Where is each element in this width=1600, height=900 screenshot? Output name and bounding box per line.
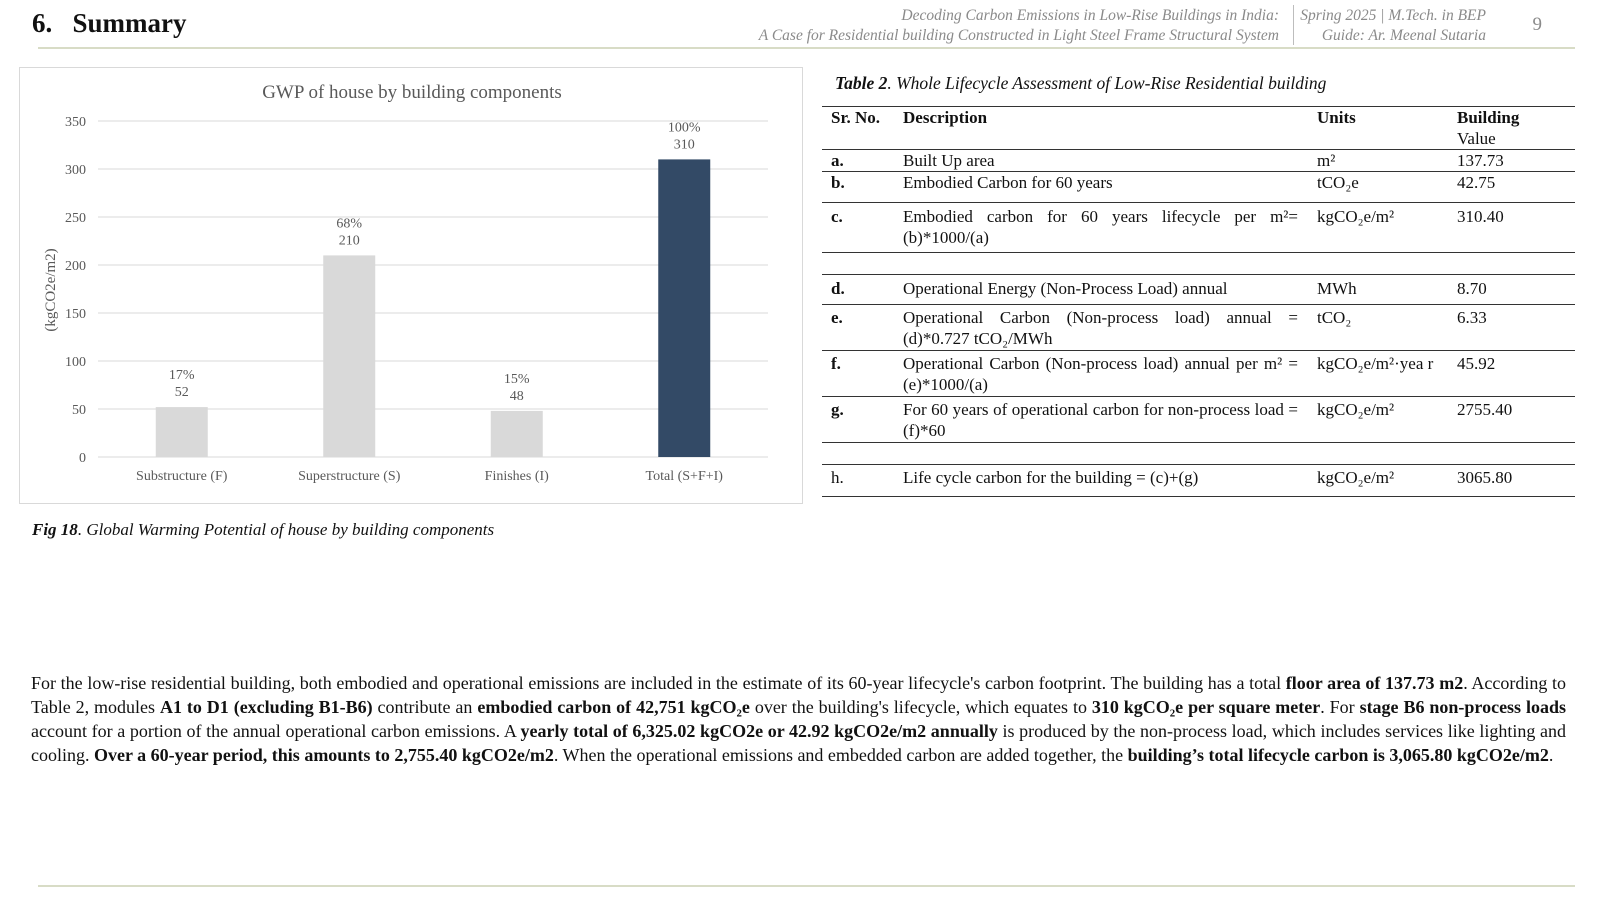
header-divider: [1293, 5, 1294, 45]
row-units: tCO₂: [1317, 308, 1352, 327]
y-tick-label: 250: [65, 211, 86, 226]
row-value: 3065.80: [1457, 468, 1513, 487]
bar-percent-label: 68%: [336, 216, 363, 232]
paragraph-emphasis: A1 to D1 (excluding B1-B6): [159, 697, 373, 717]
row-description: Life cycle carbon for the building = (c)+(g): [903, 468, 1199, 487]
row-sr: b.: [831, 173, 845, 192]
figure-caption: [32, 520, 494, 540]
paragraph-text: is produced by the non-process load, which includes services like lighting and cooling.: [31, 721, 1566, 765]
table-row: [822, 172, 1575, 203]
x-tick-label: Total (S+F+I): [645, 469, 723, 484]
row-sr: a.: [831, 151, 844, 170]
paragraph-text: . For: [1320, 697, 1360, 717]
footer-rule: [38, 885, 1575, 887]
bar: [491, 411, 543, 457]
col-header-value: [1448, 107, 1575, 150]
program-info: [1300, 6, 1486, 46]
table-row: [822, 275, 1575, 305]
x-tick-label: Substructure (F): [136, 469, 228, 484]
y-tick-label: 350: [65, 115, 86, 130]
paragraph-text: . According to Table 2, modules: [31, 673, 1567, 717]
table-row: [822, 150, 1575, 172]
figure-label: Fig 18: [32, 520, 78, 539]
col-header-description: Description: [903, 108, 988, 127]
bar: [658, 159, 710, 457]
row-units: tCO₂e: [1317, 173, 1359, 192]
y-tick-label: 150: [65, 307, 86, 322]
row-units: kgCO₂e/m²: [1317, 468, 1395, 487]
table-spacer-row: [822, 253, 1575, 275]
table-row: [822, 351, 1575, 397]
table-row: [822, 465, 1575, 497]
program-line-2: Guide: Ar. Meenal Sutaria: [1321, 27, 1486, 44]
page-number: 9: [1532, 14, 1542, 35]
row-description: Operational Energy (Non-Process Load) annual: [903, 279, 1228, 298]
header-rule: [38, 47, 1575, 49]
program-line-1: Spring 2025 | M.Tech. in BEP: [1300, 7, 1486, 24]
paragraph-text: over the building's lifecycle, which equates to: [749, 697, 1092, 717]
row-value: 137.73: [1457, 151, 1504, 170]
paragraph-text: contribute an: [372, 697, 478, 717]
row-value: 45.92: [1457, 354, 1496, 373]
paragraph-text: . When the operational emissions and embedded carbon are added together, the: [553, 745, 1128, 765]
row-sr: g.: [831, 400, 844, 419]
row-sr: h.: [831, 468, 844, 487]
table-label: Table 2: [835, 73, 888, 93]
row-description: Operational Carbon (Non-process load) annual per m² = (e)*1000/(a): [903, 354, 1298, 394]
paragraph-text: account for a portion of the annual operational carbon emissions. A: [31, 721, 521, 741]
bar: [323, 255, 375, 457]
figure-caption-text: . Global Warming Potential of house by building components: [77, 520, 495, 539]
paragraph-emphasis: 310 kgCO₂e per square meter: [1091, 697, 1321, 717]
row-units: m²: [1317, 151, 1336, 170]
row-description: Built Up area: [903, 151, 995, 170]
row-units: kgCO₂e/m²: [1317, 207, 1395, 226]
gwp-bar-chart: [20, 68, 802, 503]
bar-percent-label: 100%: [667, 120, 701, 136]
col-header-sr: Sr. No.: [831, 108, 880, 127]
y-tick-label: 300: [65, 163, 86, 178]
lifecycle-table: [822, 106, 1575, 497]
paragraph-text: .: [1548, 745, 1554, 765]
paragraph-emphasis: yearly total of 6,325.02 kgCO2e or 42.92 kgCO2e/m2 annually: [520, 721, 998, 741]
paragraph-emphasis: building’s total lifecycle carbon is 3,065.80 kgCO2e/m2: [1127, 745, 1549, 765]
row-value: 310.40: [1457, 207, 1504, 226]
bar: [156, 407, 208, 457]
chart-bars: [156, 159, 711, 457]
table-spacer-row: [822, 443, 1575, 465]
y-tick-label: 200: [65, 259, 86, 274]
row-description: Embodied carbon for 60 years lifecycle per m²= (b)*1000/(a): [903, 207, 1298, 247]
bar-percent-label: 15%: [503, 371, 530, 387]
table-caption-text: . Whole Lifecycle Assessment of Low-Rise Residential building: [887, 73, 1327, 93]
y-tick-label: 50: [72, 403, 86, 418]
paragraph-text: For the low-rise residential building, both embodied and operational emissions are included in the estimate of its 60-year lifecycle's carbon footprint. The building has a total: [31, 673, 1286, 693]
bar-percent-label: 17%: [168, 368, 195, 384]
chart-title: GWP of house by building components: [262, 82, 562, 103]
row-description: Embodied Carbon for 60 years: [903, 173, 1113, 192]
col-header-units: Units: [1317, 108, 1356, 127]
table-row: [822, 397, 1575, 443]
table-row: [822, 203, 1575, 253]
row-sr: e.: [831, 308, 843, 327]
y-tick-label: 100: [65, 355, 86, 370]
paragraph-emphasis: embodied carbon of 42,751 kgCO₂e: [477, 697, 750, 717]
paragraph-emphasis: floor area of 137.73 m2: [1285, 673, 1464, 693]
gwp-chart-frame: [19, 67, 803, 504]
y-tick-label: 0: [79, 451, 86, 466]
row-value: 6.33: [1457, 308, 1487, 327]
row-sr: f.: [831, 354, 841, 373]
document-title-line-1: Decoding Carbon Emissions in Low-Rise Buildings in India:: [901, 7, 1279, 24]
row-description: For 60 years of operational carbon for non-process load = (f)*60: [903, 400, 1298, 440]
section-title: 6. Summary: [32, 8, 187, 38]
paragraph-emphasis: stage B6 non-process loads: [1359, 697, 1566, 717]
row-value: 2755.40: [1457, 400, 1513, 419]
row-units: kgCO₂e/m²: [1317, 400, 1395, 419]
y-axis-ticks: [65, 115, 86, 466]
summary-paragraph: [31, 671, 1566, 767]
row-sr: c.: [831, 207, 843, 226]
x-tick-label: Superstructure (S): [298, 469, 401, 484]
paragraph-emphasis: Over a 60-year period, this amounts to 2,755.40 kgCO2e/m2: [94, 745, 554, 765]
row-units: MWh: [1317, 279, 1357, 298]
row-description: Operational Carbon (Non-process load) annual = (d)*0.727 tCO₂/MWh: [903, 308, 1298, 348]
row-value: 8.70: [1457, 279, 1487, 298]
bar-value-label: 48: [509, 388, 524, 404]
document-title-line-2: A Case for Residential building Constructed in Light Steel Frame Structural System: [758, 27, 1279, 44]
y-axis-label: (kgCO2e/m2): [43, 248, 59, 332]
bar-value-label: 210: [338, 233, 360, 249]
col-header-value-line-2: Value: [1457, 129, 1496, 148]
table-header-row: [822, 107, 1575, 150]
bar-value-label: 310: [673, 137, 695, 153]
x-tick-label: Finishes (I): [484, 469, 549, 484]
row-value: 42.75: [1457, 173, 1496, 192]
page-header: [0, 0, 1600, 50]
document-title: [759, 6, 1279, 46]
x-axis-ticks: [136, 469, 723, 484]
table-row: [822, 305, 1575, 351]
row-units: kgCO₂e/m²·yea r: [1317, 354, 1434, 373]
table-caption: [835, 73, 1326, 94]
bar-value-label: 52: [174, 385, 189, 401]
col-header-value-line-1: Building: [1457, 108, 1520, 127]
row-sr: d.: [831, 279, 845, 298]
